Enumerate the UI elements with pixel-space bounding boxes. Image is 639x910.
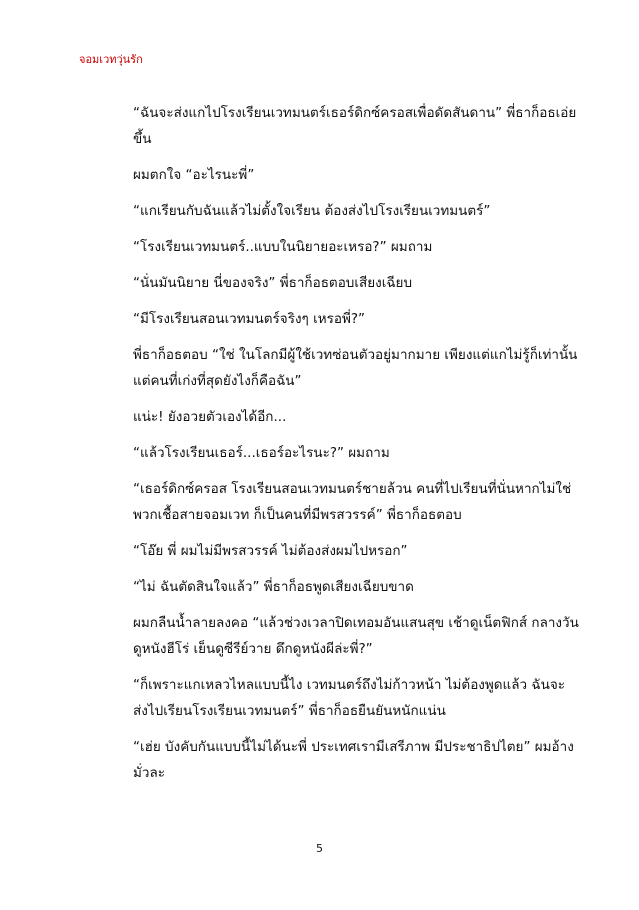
- paragraph: [79, 198, 591, 224]
- paragraph-line: มั่วละ: [133, 765, 166, 781]
- paragraph: [79, 734, 591, 786]
- paragraph-line: ส่งไปเรียนโรงเรียนเวทมนตร์” พี่ธาก็อธยืนยันหนักแน่น: [133, 703, 446, 719]
- paragraph-line: “โอ๊ย พี่ ผมไม่มีพรสวรรค์ ไม่ต้องส่งผมไปหรอก”: [133, 543, 408, 559]
- running-header-title: จอมเวทวุ่นรัก: [79, 53, 143, 66]
- paragraph-line: “ฉันจะส่งแกไปโรงเรียนเวทมนตร์เธอร์ดิกซ์ครอสเพื่อดัดสันดาน” พี่ธาก็อธเอ่ย: [133, 105, 577, 121]
- paragraph: [79, 234, 591, 260]
- paragraph-line: ผมกลืนน้ำลายลงคอ “แล้วช่วงเวลาปิดเทอมอันแสนสุข เช้าดูเน็ตฟิกส์ กลางวัน: [133, 615, 579, 631]
- paragraph: [79, 440, 591, 466]
- paragraph: [79, 162, 591, 188]
- paragraph-line: “เธอร์ดิกซ์ครอส โรงเรียนสอนเวทมนตร์ชายล้วน คนที่ไปเรียนที่นั่นหากไม่ใช่: [133, 481, 572, 497]
- paragraph-line: “เฮ่ย บังคับกันแบบนี้ไม่ได้นะพี่ ประเทศเรามีเสรีภาพ มีประชาธิปไตย” ผมอ้าง: [133, 739, 574, 755]
- paragraph: [79, 538, 591, 564]
- paragraph-line: “มีโรงเรียนสอนเวทมนตร์จริงๆ เหรอพี่?”: [133, 311, 366, 327]
- paragraph-line: “ก็เพราะแกเหลวไหลแบบนี้ไง เวทมนตร์ถึงไม่ก้าวหน้า ไม่ต้องพูดแล้ว ฉันจะ: [133, 677, 565, 693]
- paragraph: [79, 342, 591, 394]
- paragraph-line: ผมตกใจ “อะไรนะพี่”: [133, 167, 255, 183]
- paragraph: [79, 574, 591, 600]
- paragraph-line: แต่คนที่เก่งที่สุดยังไงก็คือฉัน”: [133, 373, 302, 389]
- paragraph: [79, 476, 591, 528]
- paragraph: [79, 610, 591, 662]
- paragraph-line: พวกเชื้อสายจอมเวท ก็เป็นคนที่มีพรสวรรค์” พี่ธาก็อธตอบ: [133, 507, 462, 523]
- body-text: [79, 100, 591, 796]
- paragraph: [79, 672, 591, 724]
- paragraph-line: “แกเรียนกับฉันแล้วไม่ตั้งใจเรียน ต้องส่งไปโรงเรียนเวทมนตร์”: [133, 203, 491, 219]
- paragraph-line: “ไม่ ฉันตัดสินใจแล้ว” พี่ธาก็อธพูดเสียงเฉียบขาด: [133, 579, 414, 595]
- page-number: 5: [316, 842, 323, 855]
- paragraph-line: “นั่นมันนิยาย นี่ของจริง” พี่ธาก็อธตอบเสียงเฉียบ: [133, 275, 413, 291]
- paragraph-line: “แล้วโรงเรียนเธอร์...เธอร์อะไรนะ?” ผมถาม: [133, 445, 390, 461]
- paragraph-line: ขึ้น: [133, 131, 152, 147]
- paragraph-line: พี่ธาก็อธตอบ “ใช่ ในโลกมีผู้ใช้เวทซ่อนตัวอยู่มากมาย เพียงแต่แกไม่รู้ก็เท่านั้น: [133, 347, 578, 363]
- paragraph-line: “โรงเรียนเวทมนตร์..แบบในนิยายอะเหรอ?” ผมถาม: [133, 239, 433, 255]
- paragraph: [79, 306, 591, 332]
- paragraph-line: ดูหนังฮีโร่ เย็นดูซีรีย์วาย ดึกดูหนังผีล่ะพี่?”: [133, 641, 373, 657]
- paragraph: [79, 270, 591, 296]
- paragraph: [79, 100, 591, 152]
- paragraph-line: แน่ะ! ยังอวยตัวเองได้อีก...: [133, 409, 287, 425]
- paragraph: [79, 404, 591, 430]
